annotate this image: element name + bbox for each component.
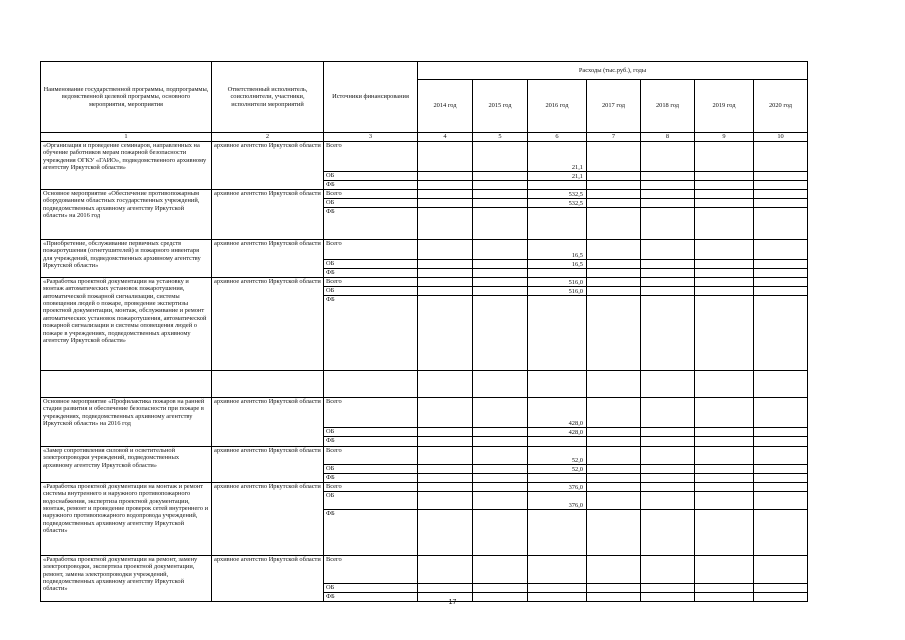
- row-total-2016: 532,5: [528, 190, 587, 199]
- table-row: [41, 142, 808, 172]
- row-total-2016: 52,0: [528, 447, 587, 465]
- col-number: 2: [212, 133, 324, 142]
- row-program-name: Основное мероприятие «Профилактика пожаров на ранней стадии развития и обеспечение безопасности при пожаре в учреждениях, подведомственных архивному агентству Иркутской области» на 2016 год: [41, 398, 212, 447]
- header-year-2016: 2016 год: [528, 80, 587, 133]
- row-ob-2016: 516,0: [528, 287, 587, 296]
- row-total-2016: 376,0: [528, 483, 587, 492]
- row-total-2016: 21,1: [528, 142, 587, 172]
- row-total-2016: 516,0: [528, 278, 587, 287]
- row-program-name: Основное мероприятие «Обеспечение противопожарным оборудованием областных государственных учреждений, подведомственных архивному агентству Иркутской области» на 2016 год: [41, 190, 212, 240]
- row-source-ob: ОБ: [324, 199, 418, 208]
- row-source-fb: ФБ: [324, 296, 418, 371]
- table-row: [41, 278, 808, 287]
- table-row: [41, 556, 808, 584]
- row-source-fb: ФБ: [324, 474, 418, 483]
- row-source-ob: ОБ: [324, 260, 418, 269]
- header-year-2018: 2018 год: [641, 80, 695, 133]
- row-executor: архивное агентство Иркутской области: [212, 190, 324, 240]
- row-program-name: «Разработка проектной документации на установку и монтаж автоматических установок пожаротушения, автоматической пожарной сигнализации, системы оповещения людей о пожаре, проведение экспертизы проектной документации, монтаж, обслуживание и ремонт автоматических установок пожаротушения, автоматической пожарной сигнализации и системы оповещения людей о пожаре в учреждениях, подведомственных архивному агентству Иркутской области»: [41, 278, 212, 371]
- row-ob-2016: 376,0: [528, 492, 587, 510]
- row-ob-2016: 16,5: [528, 260, 587, 269]
- column-number-row: [41, 133, 808, 142]
- row-source-fb: ФБ: [324, 208, 418, 240]
- header-program: Наименование государственной программы, подпрограммы, ведомственной целевой программы, основного мероприятия, мероприятия: [41, 62, 212, 133]
- row-source-total: Всего: [324, 142, 418, 172]
- row-executor: архивное агентство Иркутской области: [212, 240, 324, 278]
- budget-table: [40, 61, 808, 602]
- row-ob-2016: 532,5: [528, 199, 587, 208]
- header-executor: Ответственный исполнитель, соисполнители, участники, исполнители мероприятий: [212, 62, 324, 133]
- row-total-2016: 428,0: [528, 398, 587, 428]
- row-source-total: Всего: [324, 483, 418, 492]
- row-program-name: «Приобретение, обслуживание первичных средств пожаротушения (огнетушителей) и пожарного инвентаря для учреждений, подведомственных архивному агентству Иркутской области»: [41, 240, 212, 278]
- row-source-fb: ФБ: [324, 593, 418, 602]
- row-program-name: «Организация и проведение семинаров, направленных на обучение работников мерам пожарной безопасности учреждения ОГКУ «ГАИО», подведомственного архивному агентству Иркутской области»: [41, 142, 212, 190]
- row-executor: архивное агентство Иркутской области: [212, 556, 324, 602]
- row-ob-2016: [528, 584, 587, 593]
- page-number: 17: [448, 599, 457, 606]
- row-source-fb: ФБ: [324, 437, 418, 447]
- row-source-total: Всего: [324, 447, 418, 465]
- row-source-fb: ФБ: [324, 269, 418, 278]
- row-executor: архивное агентство Иркутской области: [212, 483, 324, 556]
- table-row: [41, 240, 808, 260]
- row-source-fb: ФБ: [324, 181, 418, 190]
- row-executor: архивное агентство Иркутской области: [212, 447, 324, 483]
- row-source-total: Всего: [324, 556, 418, 584]
- row-source-ob: ОБ: [324, 428, 418, 437]
- row-source-ob: ОБ: [324, 172, 418, 181]
- col-number: 4: [418, 133, 473, 142]
- row-ob-2016: 52,0: [528, 465, 587, 474]
- col-number: 8: [641, 133, 695, 142]
- row-program-name: «Замер сопротивления силовой и осветительной электропроводки учреждений, подведомственных архивному агентству Иркутской области»: [41, 447, 212, 483]
- header-expenses: Расходы (тыс.руб.), годы: [418, 62, 808, 80]
- row-source-total: Всего: [324, 398, 418, 428]
- row-source-ob: ОБ: [324, 492, 418, 510]
- table-row: [41, 398, 808, 428]
- col-number: 3: [324, 133, 418, 142]
- row-total-2016: [528, 556, 587, 584]
- row-source-total: Всего: [324, 190, 418, 199]
- header-year-2015: 2015 год: [473, 80, 528, 133]
- row-program-name: «Разработка проектной документации на монтаж и ремонт системы внутреннего и наружного противопожарного водоснабжения, экспертиза проектной документации, монтаж, ремонт и проведение проверок сетей внутреннего и наружного противопожарного водопровода учреждений, подведомственных архивному агентству Иркутской области»: [41, 483, 212, 556]
- row-total-2016: 16,5: [528, 240, 587, 260]
- header-year-2019: 2019 год: [695, 80, 754, 133]
- table-row: [41, 447, 808, 465]
- header-year-2014: 2014 год: [418, 80, 473, 133]
- row-ob-2016: 428,0: [528, 428, 587, 437]
- col-number: 10: [754, 133, 808, 142]
- col-number: 7: [587, 133, 641, 142]
- row-source-total: Всего: [324, 278, 418, 287]
- table-row: [41, 190, 808, 199]
- col-number: 6: [528, 133, 587, 142]
- row-program-name: «Разработка проектной документации на ремонт, замену электропроводки, экспертиза проектной документации, ремонт, замена электропроводки учреждений, подведомственных архивному агентству Иркутской области»: [41, 556, 212, 602]
- col-number: 5: [473, 133, 528, 142]
- header-source: Источники финансирования: [324, 62, 418, 133]
- row-source-ob: ОБ: [324, 584, 418, 593]
- row-ob-2016: 21,1: [528, 172, 587, 181]
- header-year-2017: 2017 год: [587, 80, 641, 133]
- row-executor: архивное агентство Иркутской области: [212, 142, 324, 190]
- row-source-ob: ОБ: [324, 287, 418, 296]
- row-source-fb: ФБ: [324, 510, 418, 556]
- row-executor: архивное агентство Иркутской области: [212, 278, 324, 371]
- spacer-row: [41, 371, 808, 398]
- col-number: 1: [41, 133, 212, 142]
- row-executor: архивное агентство Иркутской области: [212, 398, 324, 447]
- table-row: [41, 483, 808, 492]
- header-year-2020: 2020 год: [754, 80, 808, 133]
- row-source-total: Всего: [324, 240, 418, 260]
- row-source-ob: ОБ: [324, 465, 418, 474]
- col-number: 9: [695, 133, 754, 142]
